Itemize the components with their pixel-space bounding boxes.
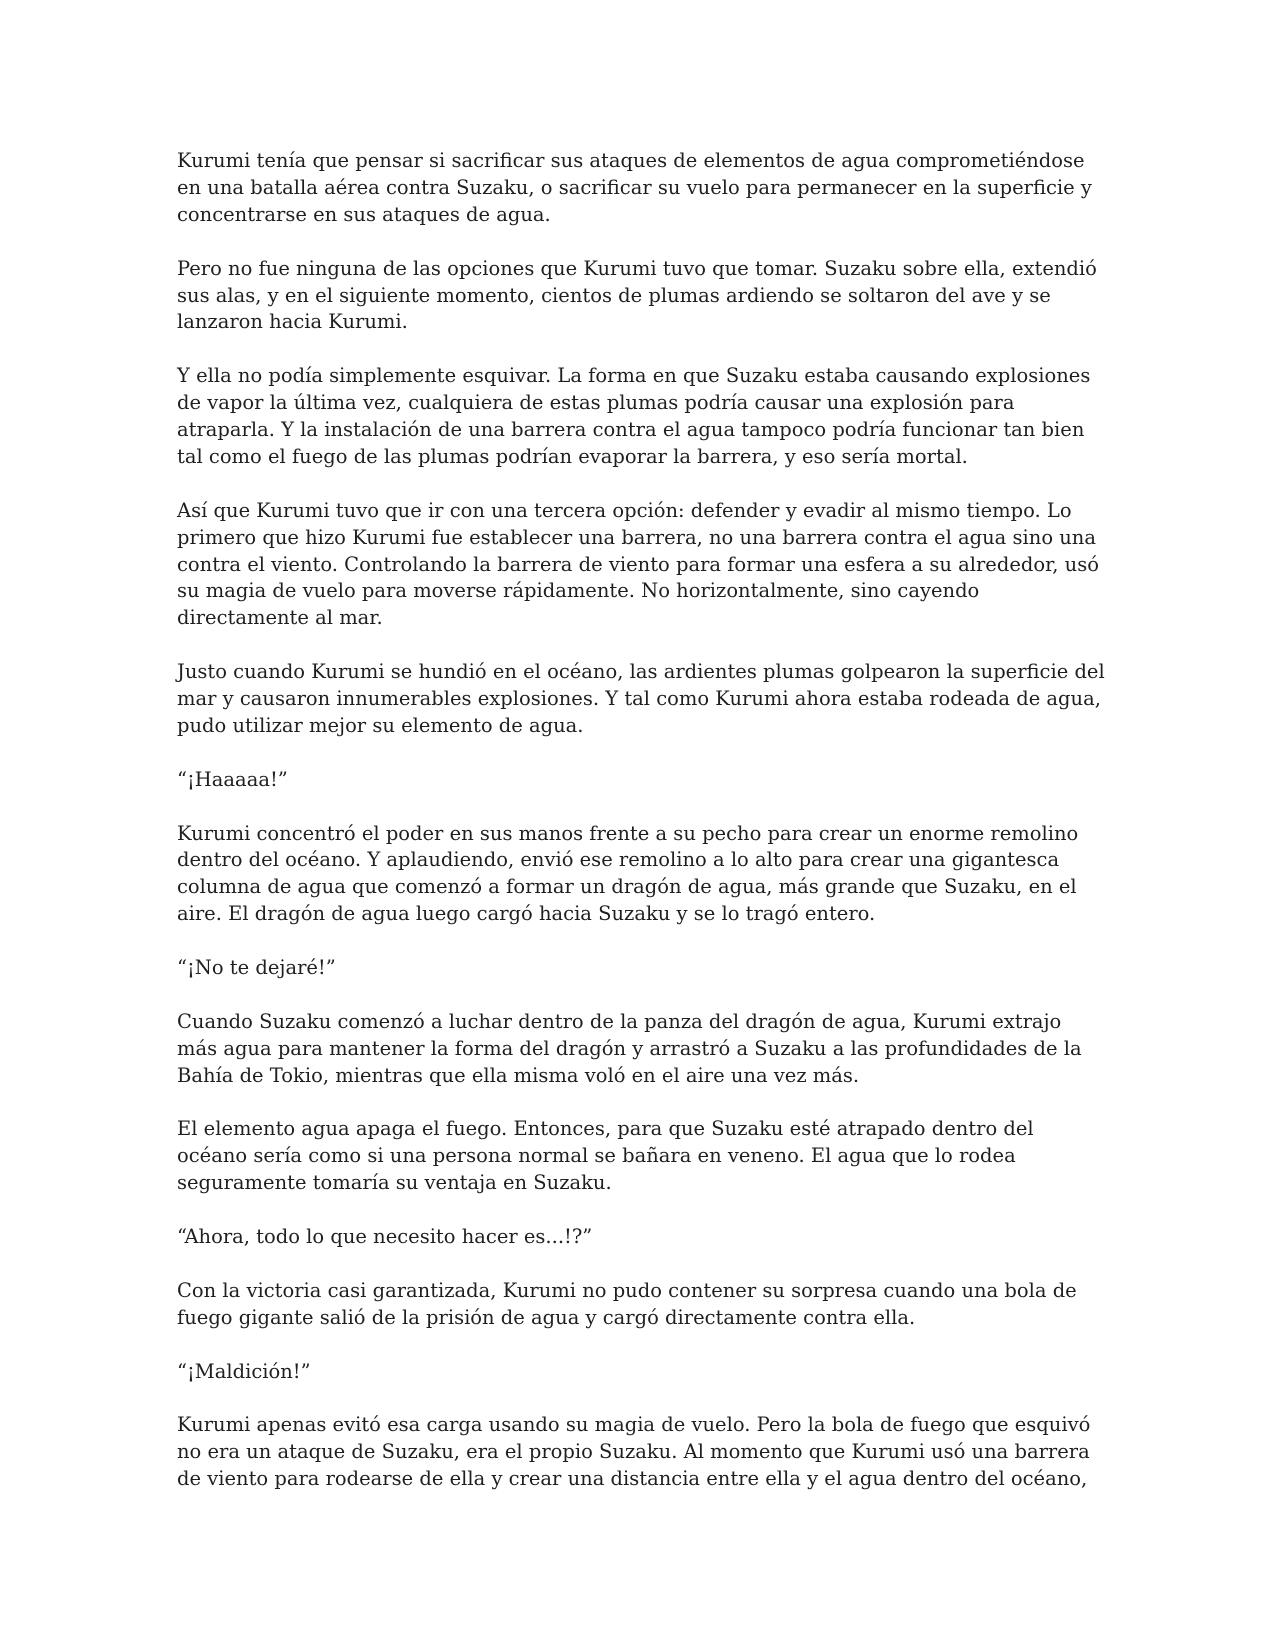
paragraph: El elemento agua apaga el fuego. Entonces, para que Suzaku esté atrapado dentro del océano sería como si una persona normal se bañara en veneno. El agua que lo rodea seguramente tomaría su ventaja en Suzaku. bbox=[177, 1117, 1034, 1195]
paragraph: Con la victoria casi garantizada, Kurumi no pudo contener su sorpresa cuando una bola de fuego gigante salió de la prisión de agua y cargó directamente contra ella. bbox=[177, 1278, 1077, 1329]
paragraph: Kurumi concentró el poder en sus manos frente a su pecho para crear un enorme remolino dentro del océano. Y aplaudiendo, envió ese remolino a lo alto para crear una gigantesca columna de agua que comenzó a formar un dragón de agua, más grande que Suzaku, en el aire. El dragón de agua luego cargó hacia Suzaku y se lo tragó entero. bbox=[177, 821, 1079, 926]
dialogue-line: “¡No te dejaré!” bbox=[177, 956, 336, 980]
paragraph: Kurumi tenía que pensar si sacrificar sus ataques de elementos de agua comprometiéndose en una batalla aérea contra Suzaku, o sacrificar su vuelo para permanecer en la superficie y concentrarse en sus ataques de agua. bbox=[177, 149, 1092, 226]
paragraph: Y ella no podía simplemente esquivar. La forma en que Suzaku estaba causando explosiones de vapor la última vez, cualquiera de estas plumas podría causar una explosión para atraparla. Y la instalación de una barrera contra el agua tampoco podría funcionar tan bien tal como el fuego de las plumas podrían evaporar la barrera, y eso sería mortal. bbox=[177, 364, 1091, 468]
paragraph: Cuando Suzaku comenzó a luchar dentro de la panza del dragón de agua, Kurumi extrajo más agua para mantener la forma del dragón y arrastró a Suzaku a las profundidades de la Bahía de Tokio, mientras que ella misma voló en el aire una vez más. bbox=[177, 1009, 1082, 1087]
paragraph: Justo cuando Kurumi se hundió en el océano, las ardientes plumas golpearon la superficie del mar y causaron innumerables explosiones. Y tal como Kurumi ahora estaba rodeada de agua, pudo utilizar mejor su elemento de agua. bbox=[177, 660, 1105, 737]
document-page bbox=[177, 148, 1107, 1493]
paragraph: Kurumi apenas evitó esa carga usando su magia de vuelo. Pero la bola de fuego que esquivó no era un ataque de Suzaku, era el propio Suzaku. Al momento que Kurumi usó una barrera de viento para rodearse de ella y crear una distancia entre ella y el agua dentro del océano, bbox=[177, 1413, 1091, 1491]
dialogue-line: “¡Maldición!” bbox=[177, 1359, 311, 1383]
paragraph: Pero no fue ninguna de las opciones que Kurumi tuvo que tomar. Suzaku sobre ella, extendió sus alas, y en el siguiente momento, cientos de plumas ardiendo se soltaron del ave y se lanzaron hacia Kurumi. bbox=[177, 256, 1097, 334]
dialogue-line: “Ahora, todo lo que necesito hacer es...!?” bbox=[177, 1225, 593, 1249]
paragraph: Así que Kurumi tuvo que ir con una tercera opción: defender y evadir al mismo tiempo. Lo primero que hizo Kurumi fue establecer una barrera, no una barrera contra el agua sino una contra el viento. Controlando la barrera de viento para formar una esfera a su alrededor, usó su magia de vuelo para moverse rápidamente. No horizontalmente, sino cayendo directamente al mar. bbox=[177, 498, 1099, 630]
dialogue-line: “¡Haaaaa!” bbox=[177, 767, 288, 791]
